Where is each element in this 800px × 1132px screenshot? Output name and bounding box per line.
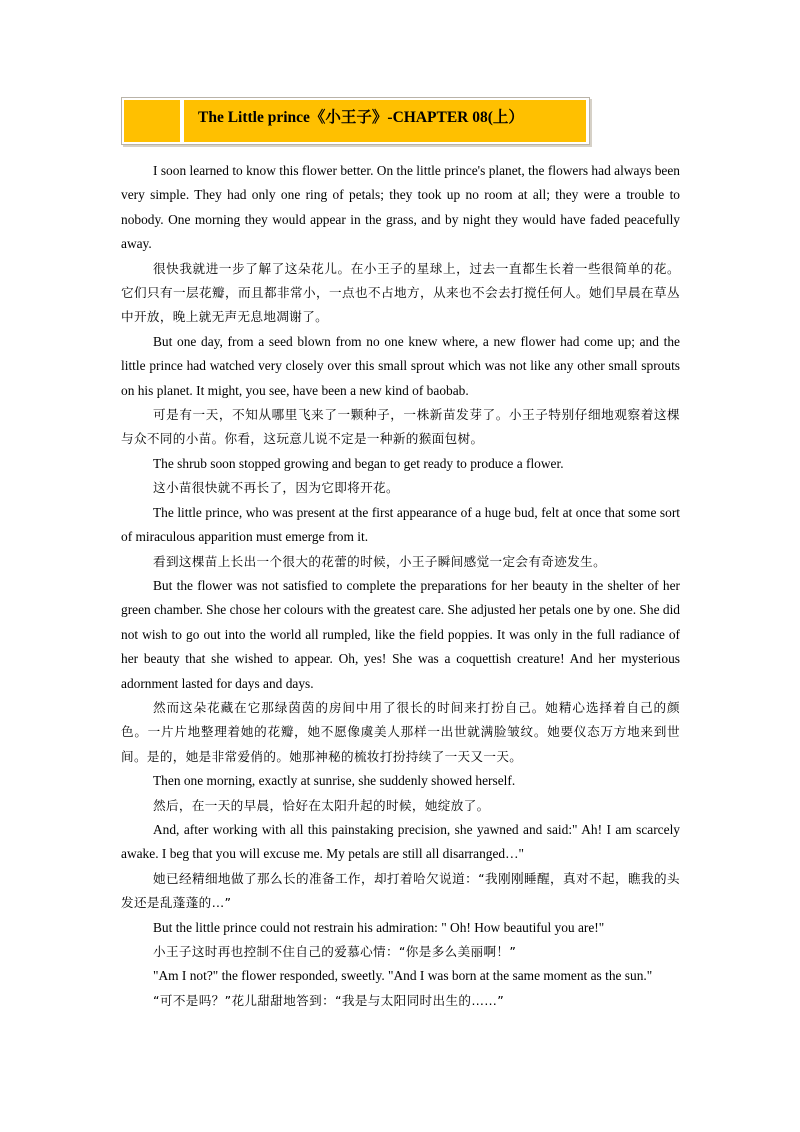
paragraph-en: The shrub soon stopped growing and began to get ready to produce a flower. xyxy=(153,455,564,471)
page-title: The Little prince《小王子》-CHAPTER 08(上） xyxy=(198,109,524,126)
paragraph-zh: 看到这棵苗上长出一个很大的花蕾的时候，小王子瞬间感觉一定会有奇迹发生。 xyxy=(153,553,607,569)
title-banner-left-block xyxy=(124,100,180,142)
paragraph-zh: 然而这朵花藏在它那绿茵茵的房间中用了很长的时间来打扮自己。她精心选择着自己的颜色。一片片地整理着她的花瓣，她不愿像虞美人那样一出世就满脸皱纹。她要仪态万方地来到世间。是的，她是非常爱俏的。她那神秘的梳妆打扮持续了一天又一天。 xyxy=(121,699,680,764)
paragraph-zh: 很快我就进一步了解了这朵花儿。在小王子的星球上，过去一直都生长着一些很简单的花。它们只有一层花瓣，而且都非常小，一点也不占地方，从来也不会去打搅任何人。她们早晨在草丛中开放，晚上就无声无息地凋谢了。 xyxy=(121,260,680,325)
paragraph-zh: 这小苗很快就不再长了，因为它即将开花。 xyxy=(153,480,399,496)
paragraph-en: But the flower was not satisfied to complete the preparations for her beauty in the shelter of her green chamber. She chose her colours with the greatest care. She adjusted her petals one by one. She did not wish to go out into the world all rumpled, like the field poppies. It was only in the full radiance of her beauty that she wished to appear. Oh, yes! She was a coquettish creature! And her mysterious adornment lasted for days and days. xyxy=(121,577,680,691)
paragraph-en: And, after working with all this painstaking precision, she yawned and said:" Ah! I am scarcely awake. I beg that you will excuse me. My petals are still all disarranged…" xyxy=(121,821,680,862)
paragraph-zh: 然后，在一天的早晨，恰好在太阳升起的时候，她绽放了。 xyxy=(153,797,490,813)
paragraph-en: The little prince, who was present at the first appearance of a huge bud, felt at once that some sort of miraculous apparition must emerge from it. xyxy=(121,504,680,545)
paragraph-en: Then one morning, exactly at sunrise, she suddenly showed herself. xyxy=(153,773,516,789)
paragraph-en: But one day, from a seed blown from no one knew where, a new flower had come up; and the little prince had watched very closely over this small sprout which was not like any other small sprouts on his planet. It might, you see, have been a new kind of baobab. xyxy=(121,333,680,398)
paragraph-en: I soon learned to know this flower better. On the little prince's planet, the flowers had always been very simple. They had only one ring of petals; they took up no room at all; they were a trouble to nobody. One morning they would appear in the grass, and by night they would have faded peacefully away. xyxy=(121,163,680,252)
paragraph-en: But the little prince could not restrain his admiration: " Oh! How beautiful you are!" xyxy=(153,919,605,935)
paragraph-zh: 她已经精细地做了那么长的准备工作，却打着哈欠说道：“我刚刚睡醒，真对不起，瞧我的头发还是乱蓬蓬的…” xyxy=(121,870,680,911)
paragraph-en: "Am I not?" the flower responded, sweetly. "And I was born at the same moment as the sun." xyxy=(153,968,653,984)
paragraph-zh: 可是有一天，不知从哪里飞来了一颗种子，一株新苗发芽了。小王子特别仔细地观察着这棵与众不同的小苗。你看，这玩意儿说不定是一种新的猴面包树。 xyxy=(121,407,680,447)
paragraph-zh: “可不是吗？”花儿甜甜地答到：“我是与太阳同时出生的……” xyxy=(153,992,505,1008)
paragraph-zh: 小王子这时再也控制不住自己的爱慕心情：“你是多么美丽啊！” xyxy=(153,944,517,959)
chapter-body xyxy=(121,159,680,1013)
